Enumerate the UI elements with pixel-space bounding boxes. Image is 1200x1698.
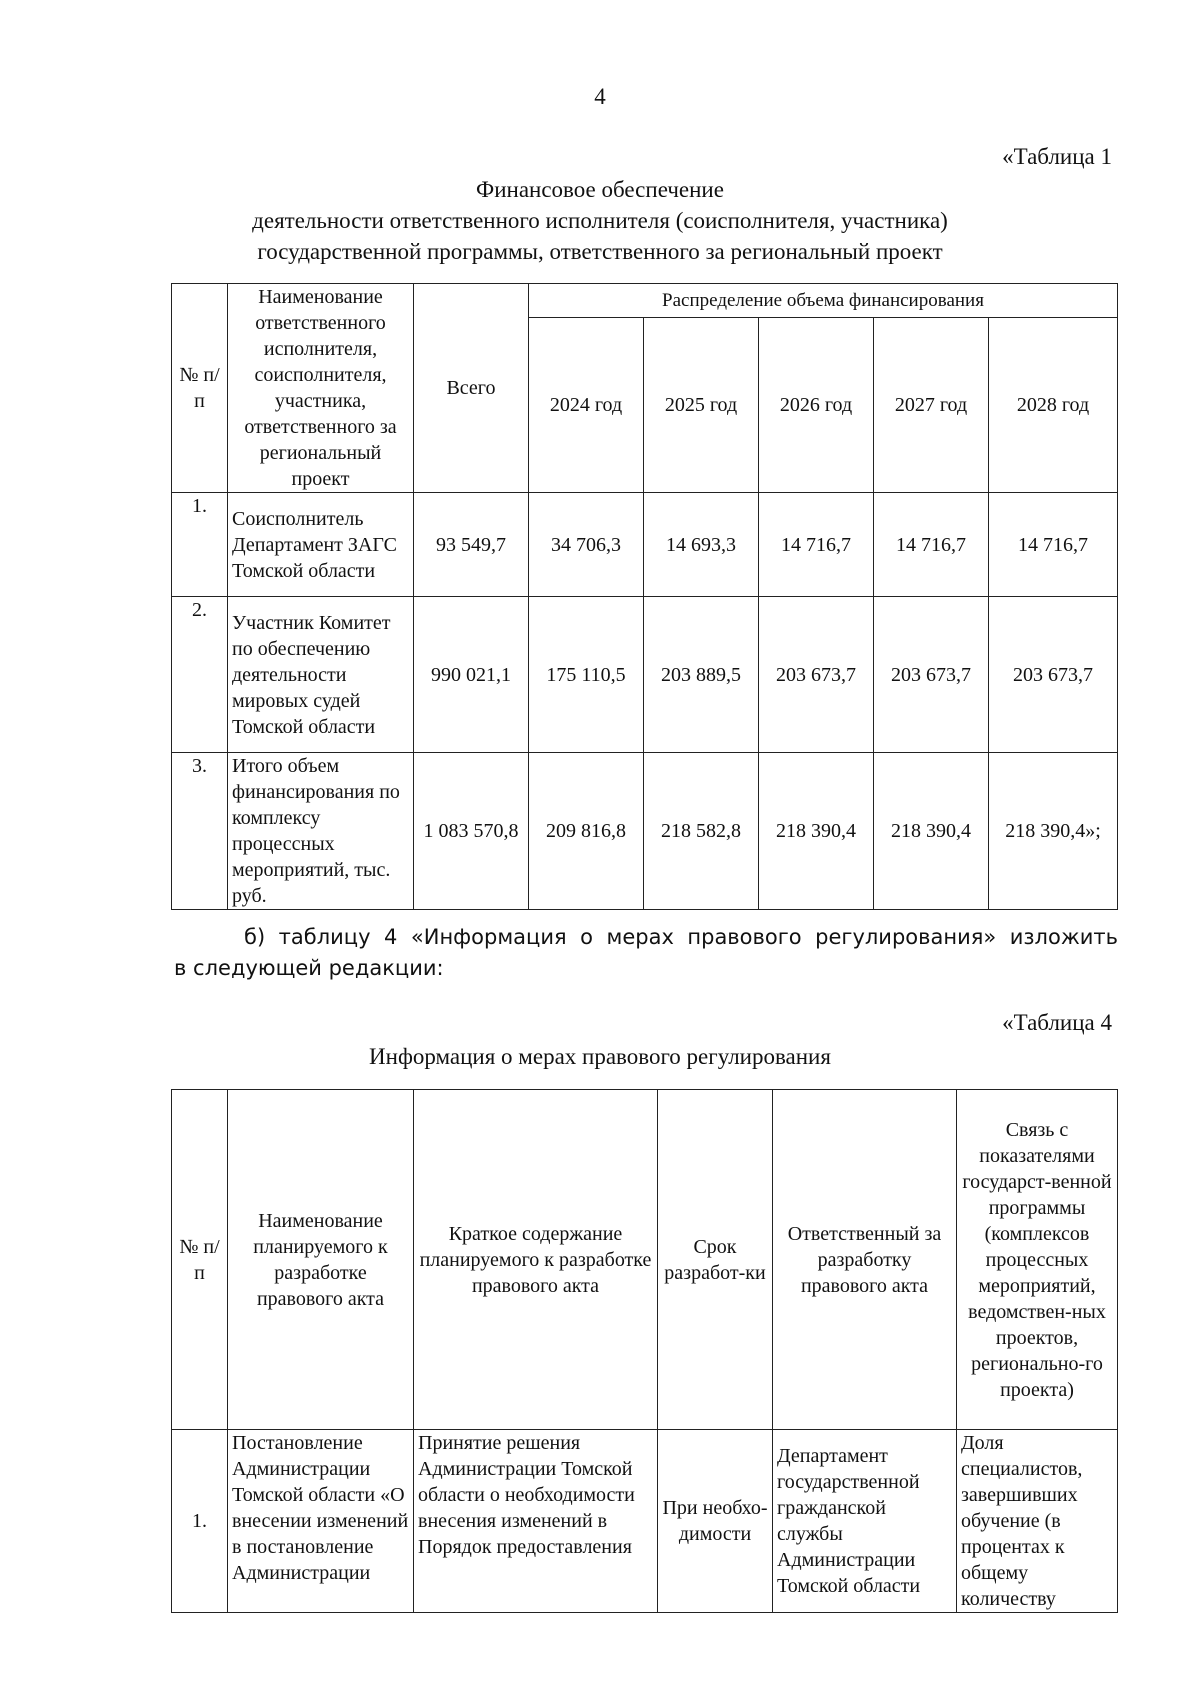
table1-label: «Таблица 1	[1002, 144, 1112, 169]
row-link: Доля специалистов, завершивших обучение (в процентах к общему количеству	[957, 1430, 1118, 1613]
table1-title-line: деятельности ответственного исполнителя (соисполнителя, участника)	[252, 208, 948, 233]
header-link: Связь с показателями государст-венной программы (комплексов процессных мероприятий, ведомствен-ных проектов, регионально-го проекта)	[957, 1090, 1118, 1430]
table-row	[172, 597, 1118, 753]
table-row	[172, 1430, 1118, 1613]
row-value: 203 889,5	[644, 597, 759, 753]
table4-label: «Таблица 4	[1002, 1010, 1112, 1035]
row-value: 209 816,8	[529, 753, 644, 910]
row-num: 2.	[172, 597, 228, 753]
row-value: 175 110,5	[529, 597, 644, 753]
header-act-name: Наименование планируемого к разработке правового акта	[228, 1090, 414, 1430]
row-name: Участник Комитет по обеспечению деятельности мировых судей Томской области	[228, 597, 414, 753]
row-value: 203 673,7	[989, 597, 1118, 753]
header-num: № п/п	[172, 1090, 228, 1430]
row-value: 14 716,7	[874, 493, 989, 597]
legal-measures-table	[171, 1089, 1118, 1613]
table4-title: Информация о мерах правового регулирования	[369, 1044, 831, 1069]
paragraph-line: б) таблицу 4 «Информация о мерах правового регулирования» изложить	[244, 925, 1118, 949]
financing-table	[171, 283, 1118, 910]
table1-title-line: Финансовое обеспечение	[476, 177, 724, 202]
row-content: Принятие решения Администрации Томской области о необходимости внесения изменений в Порядок предоставления	[414, 1430, 658, 1613]
row-total: 1 083 570,8	[414, 753, 529, 910]
header-year: 2027 год	[874, 318, 989, 493]
row-act-name: Постановление Администрации Томской области «О внесении изменений в постановление Администрации	[228, 1430, 414, 1613]
header-content: Краткое содержание планируемого к разработке правового акта	[414, 1090, 658, 1430]
header-year: 2024 год	[529, 318, 644, 493]
row-total: 990 021,1	[414, 597, 529, 753]
row-responsible: Департамент государственной гражданской службы Администрации Томской области	[773, 1430, 957, 1613]
header-year: 2028 год	[989, 318, 1118, 493]
paragraph-line: в следующей редакции:	[174, 956, 444, 980]
row-num: 3.	[172, 753, 228, 910]
row-value: 218 390,4	[759, 753, 874, 910]
row-value: 14 716,7	[989, 493, 1118, 597]
row-name: Соисполнитель Департамент ЗАГС Томской области	[228, 493, 414, 597]
row-name: Итого объем финансирования по комплексу процессных мероприятий, тыс. руб.	[228, 753, 414, 910]
row-value: 203 673,7	[759, 597, 874, 753]
header-year: 2026 год	[759, 318, 874, 493]
header-deadline: Срок разработ-ки	[658, 1090, 773, 1430]
table1-title	[0, 174, 1200, 267]
page-number: 4	[594, 84, 606, 109]
table-row	[172, 753, 1118, 910]
header-responsible: Ответственный за разработку правового акта	[773, 1090, 957, 1430]
header-distribution: Распределение объема финансирования	[529, 284, 1118, 318]
row-num: 1.	[172, 493, 228, 597]
header-total: Всего	[414, 284, 529, 493]
instruction-paragraph	[174, 922, 1118, 984]
row-value: 14 716,7	[759, 493, 874, 597]
header-year: 2025 год	[644, 318, 759, 493]
row-num: 1.	[172, 1430, 228, 1613]
row-value: 218 582,8	[644, 753, 759, 910]
header-name: Наименование ответственного исполнителя, соисполнителя, участника, ответственного за региональный проект	[228, 284, 414, 493]
row-deadline: При необхо-димости	[658, 1430, 773, 1613]
header-num: № п/п	[172, 284, 228, 493]
row-value: 218 390,4»;	[989, 753, 1118, 910]
table-row	[172, 493, 1118, 597]
row-value: 34 706,3	[529, 493, 644, 597]
row-value: 14 693,3	[644, 493, 759, 597]
row-value: 218 390,4	[874, 753, 989, 910]
row-value: 203 673,7	[874, 597, 989, 753]
row-total: 93 549,7	[414, 493, 529, 597]
table1-title-line: государственной программы, ответственного за региональный проект	[257, 239, 943, 264]
